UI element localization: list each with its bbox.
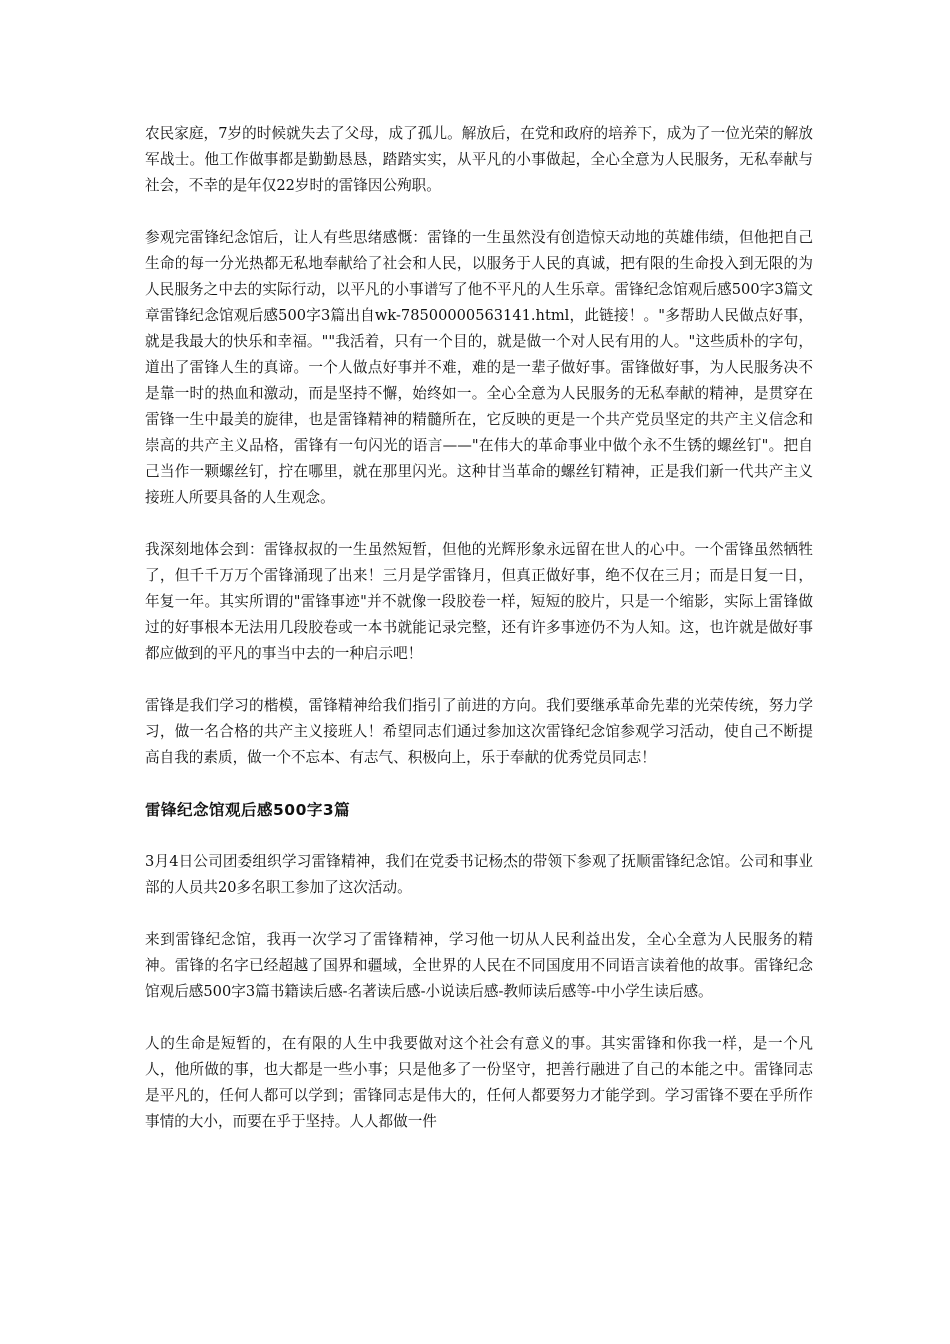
paragraph-spacer (145, 823, 813, 849)
paragraph-5: 3月4日公司团委组织学习雷锋精神，我们在党委书记杨杰的带领下参观了抚顺雷锋纪念馆。公司和事业部的人员共20多名职工参加了这次活动。 (145, 853, 813, 896)
paragraph-3: 我深刻地体会到：雷锋叔叔的一生虽然短暂，但他的光辉形象永远留在世人的心中。一个雷锋虽然牺牲了，但千千万万个雷锋涌现了出来！三月是学雷锋月，但真正做好事，绝不仅在三月；而是日复一日，年复一年。其实所谓的"雷锋事迹"并不就像一段胶卷一样，短短的胶片，只是一个缩影，实际上雷锋做过的好事根本无法用几段胶卷或一本书就能记录完整，还有许多事迹仍不为人知。这，也许就是做好事都应做到的平凡的事当中去的一种启示吧！ (145, 541, 813, 662)
paragraph-spacer (145, 1005, 813, 1031)
paragraph-spacer (145, 771, 813, 797)
paragraph-spacer (145, 901, 813, 927)
paragraph-4: 雷锋是我们学习的楷模，雷锋精神给我们指引了前进的方向。我们要继承革命先辈的光荣传统，努力学习，做一名合格的共产主义接班人！希望同志们通过参加这次雷锋纪念馆参观学习活动，使自己不断提高自我的素质，做一个不忘本、有志气、积极向上，乐于奉献的优秀党员同志！ (145, 697, 813, 766)
paragraph-spacer (145, 667, 813, 693)
paragraph-1: 农民家庭，7岁的时候就失去了父母，成了孤儿。解放后，在党和政府的培养下，成为了一位光荣的解放军战士。他工作做事都是勤勤恳恳，踏踏实实，从平凡的小事做起，全心全意为人民服务，无私奉献与社会，不幸的是年仅22岁时的雷锋因公殉职。 (145, 125, 813, 194)
paragraph-spacer (145, 199, 813, 225)
document-page (145, 121, 813, 1135)
paragraph-spacer (145, 511, 813, 537)
section-heading: 雷锋纪念馆观后感500字3篇 (145, 801, 351, 819)
paragraph-6: 来到雷锋纪念馆，我再一次学习了雷锋精神，学习他一切从人民利益出发，全心全意为人民服务的精神。雷锋的名字已经超越了国界和疆域，全世界的人民在不同国度用不同语言读着他的故事。雷锋纪念馆观后感500字3篇书籍读后感-名著读后感-小说读后感-教师读后感等-中小学生读后感。 (145, 931, 813, 1000)
paragraph-2: 参观完雷锋纪念馆后，让人有些思绪感慨：雷锋的一生虽然没有创造惊天动地的英雄伟绩，但他把自己生命的每一分光热都无私地奉献给了社会和人民，以服务于人民的真诚，把有限的生命投入到无限的为人民服务之中去的实际行动，以平凡的小事谱写了他不平凡的人生乐章。雷锋纪念馆观后感500字3篇文章雷锋纪念馆观后感500字3篇出自wk-78500000563141.html，此链接！。"多帮助人民做点好事，就是我最大的快乐和幸福。""我活着，只有一个目的，就是做一个对人民有用的人。"这些质朴的字句，道出了雷锋人生的真谛。一个人做点好事并不难，难的是一辈子做好事。雷锋做好事，为人民服务决不是靠一时的热血和激动，而是坚持不懈，始终如一。全心全意为人民服务的无私奉献的精神，是贯穿在雷锋一生中最美的旋律，也是雷锋精神的精髓所在，它反映的更是一个共产党员坚定的共产主义信念和崇高的共产主义品格，雷锋有一句闪光的语言——"在伟大的革命事业中做个永不生锈的螺丝钉"。把自己当作一颗螺丝钉，拧在哪里，就在那里闪光。这种甘当革命的螺丝钉精神，正是我们新一代共产主义接班人所要具备的人生观念。 (145, 229, 813, 506)
paragraph-7: 人的生命是短暂的，在有限的人生中我要做对这个社会有意义的事。其实雷锋和你我一样，是一个凡人，他所做的事，也大都是一些小事；只是他多了一份坚守，把善行融进了自己的本能之中。雷锋同志是平凡的，任何人都可以学到；雷锋同志是伟大的，任何人都要努力才能学到。学习雷锋不要在乎所作事情的大小，而要在乎于坚持。人人都做一件 (145, 1035, 813, 1130)
